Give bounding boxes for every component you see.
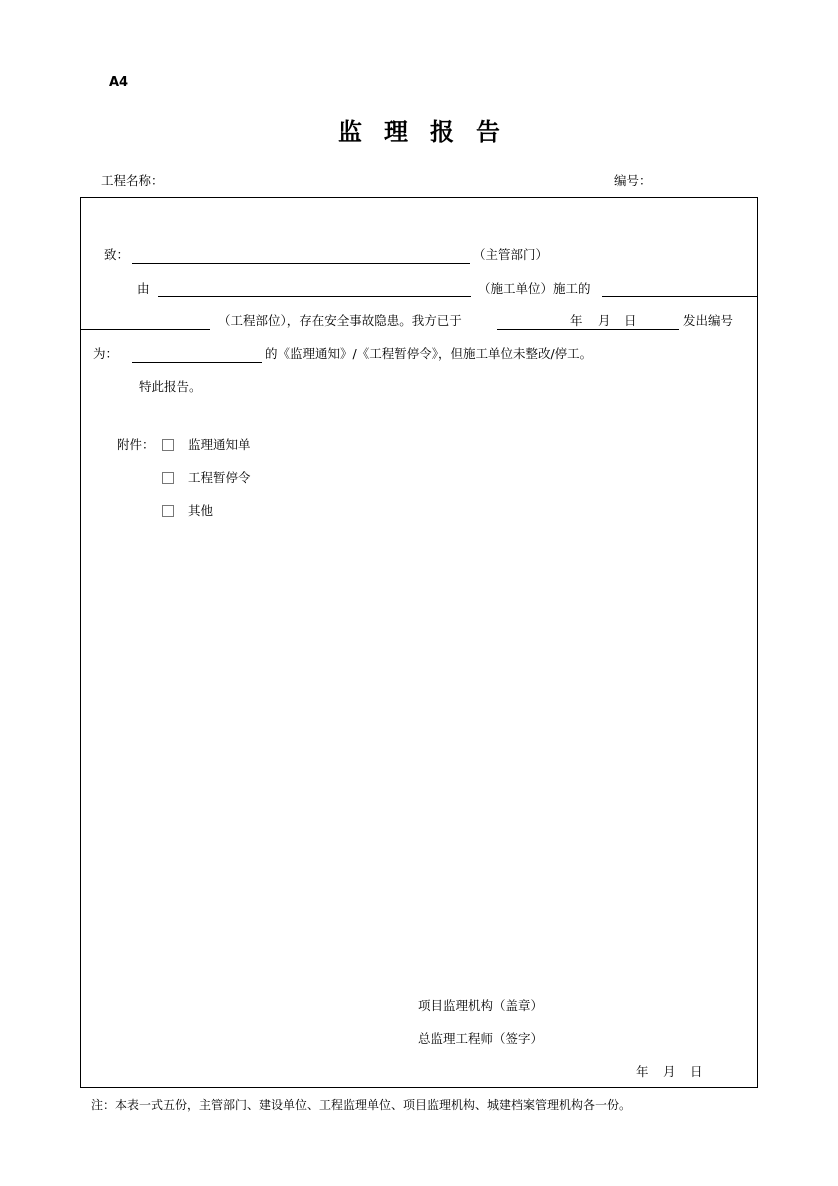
serial-number-label: 编号： <box>614 173 652 188</box>
notice-number-underline <box>132 362 262 363</box>
construction-underline <box>602 296 758 297</box>
supervision-notice-label: 监理通知单 <box>188 437 251 452</box>
date-year-label: 年 <box>570 313 583 328</box>
suspension-order-checkbox[interactable] <box>162 472 174 484</box>
authority-suffix: （主管部门） <box>473 247 549 262</box>
issued-number-label: 发出编号 <box>683 313 734 328</box>
chief-engineer-signature-label: 总监理工程师（签字） <box>418 1031 544 1046</box>
authority-underline <box>132 263 470 264</box>
notice-statement: 的《监理通知》/《工程暂停令》，但施工单位未整改/停工。 <box>265 346 593 361</box>
date-day-label: 日 <box>624 313 637 328</box>
report-frame <box>80 197 758 1088</box>
signature-year-label: 年 <box>636 1064 649 1079</box>
footnote: 注：本表一式五份，主管部门、建设单位、工程监理单位、项目监理机构、城建档案管理机构各一份。 <box>91 1098 632 1112</box>
to-label: 致： <box>104 247 130 262</box>
signature-day-label: 日 <box>690 1064 703 1079</box>
other-label: 其他 <box>188 503 214 518</box>
date-month-label: 月 <box>598 313 611 328</box>
form-code: A4 <box>109 75 129 90</box>
org-seal-label: 项目监理机构（盖章） <box>418 998 544 1013</box>
by-label: 由 <box>137 281 150 296</box>
page-title: 监理报告 <box>338 118 522 146</box>
contractor-underline <box>158 296 471 297</box>
attachments-label: 附件： <box>117 437 155 452</box>
as-label: 为： <box>93 346 119 361</box>
date-underline <box>497 329 679 330</box>
project-part-underline <box>80 329 210 330</box>
project-name-label: 工程名称： <box>101 173 164 188</box>
supervision-notice-checkbox[interactable] <box>162 439 174 451</box>
suspension-order-label: 工程暂停令 <box>188 470 251 485</box>
contractor-suffix: （施工单位）施工的 <box>478 281 591 296</box>
special-report-text: 特此报告。 <box>139 379 202 394</box>
hazard-statement: （工程部位），存在安全事故隐患。我方已于 <box>218 313 462 328</box>
signature-month-label: 月 <box>663 1064 676 1079</box>
other-checkbox[interactable] <box>162 505 174 517</box>
